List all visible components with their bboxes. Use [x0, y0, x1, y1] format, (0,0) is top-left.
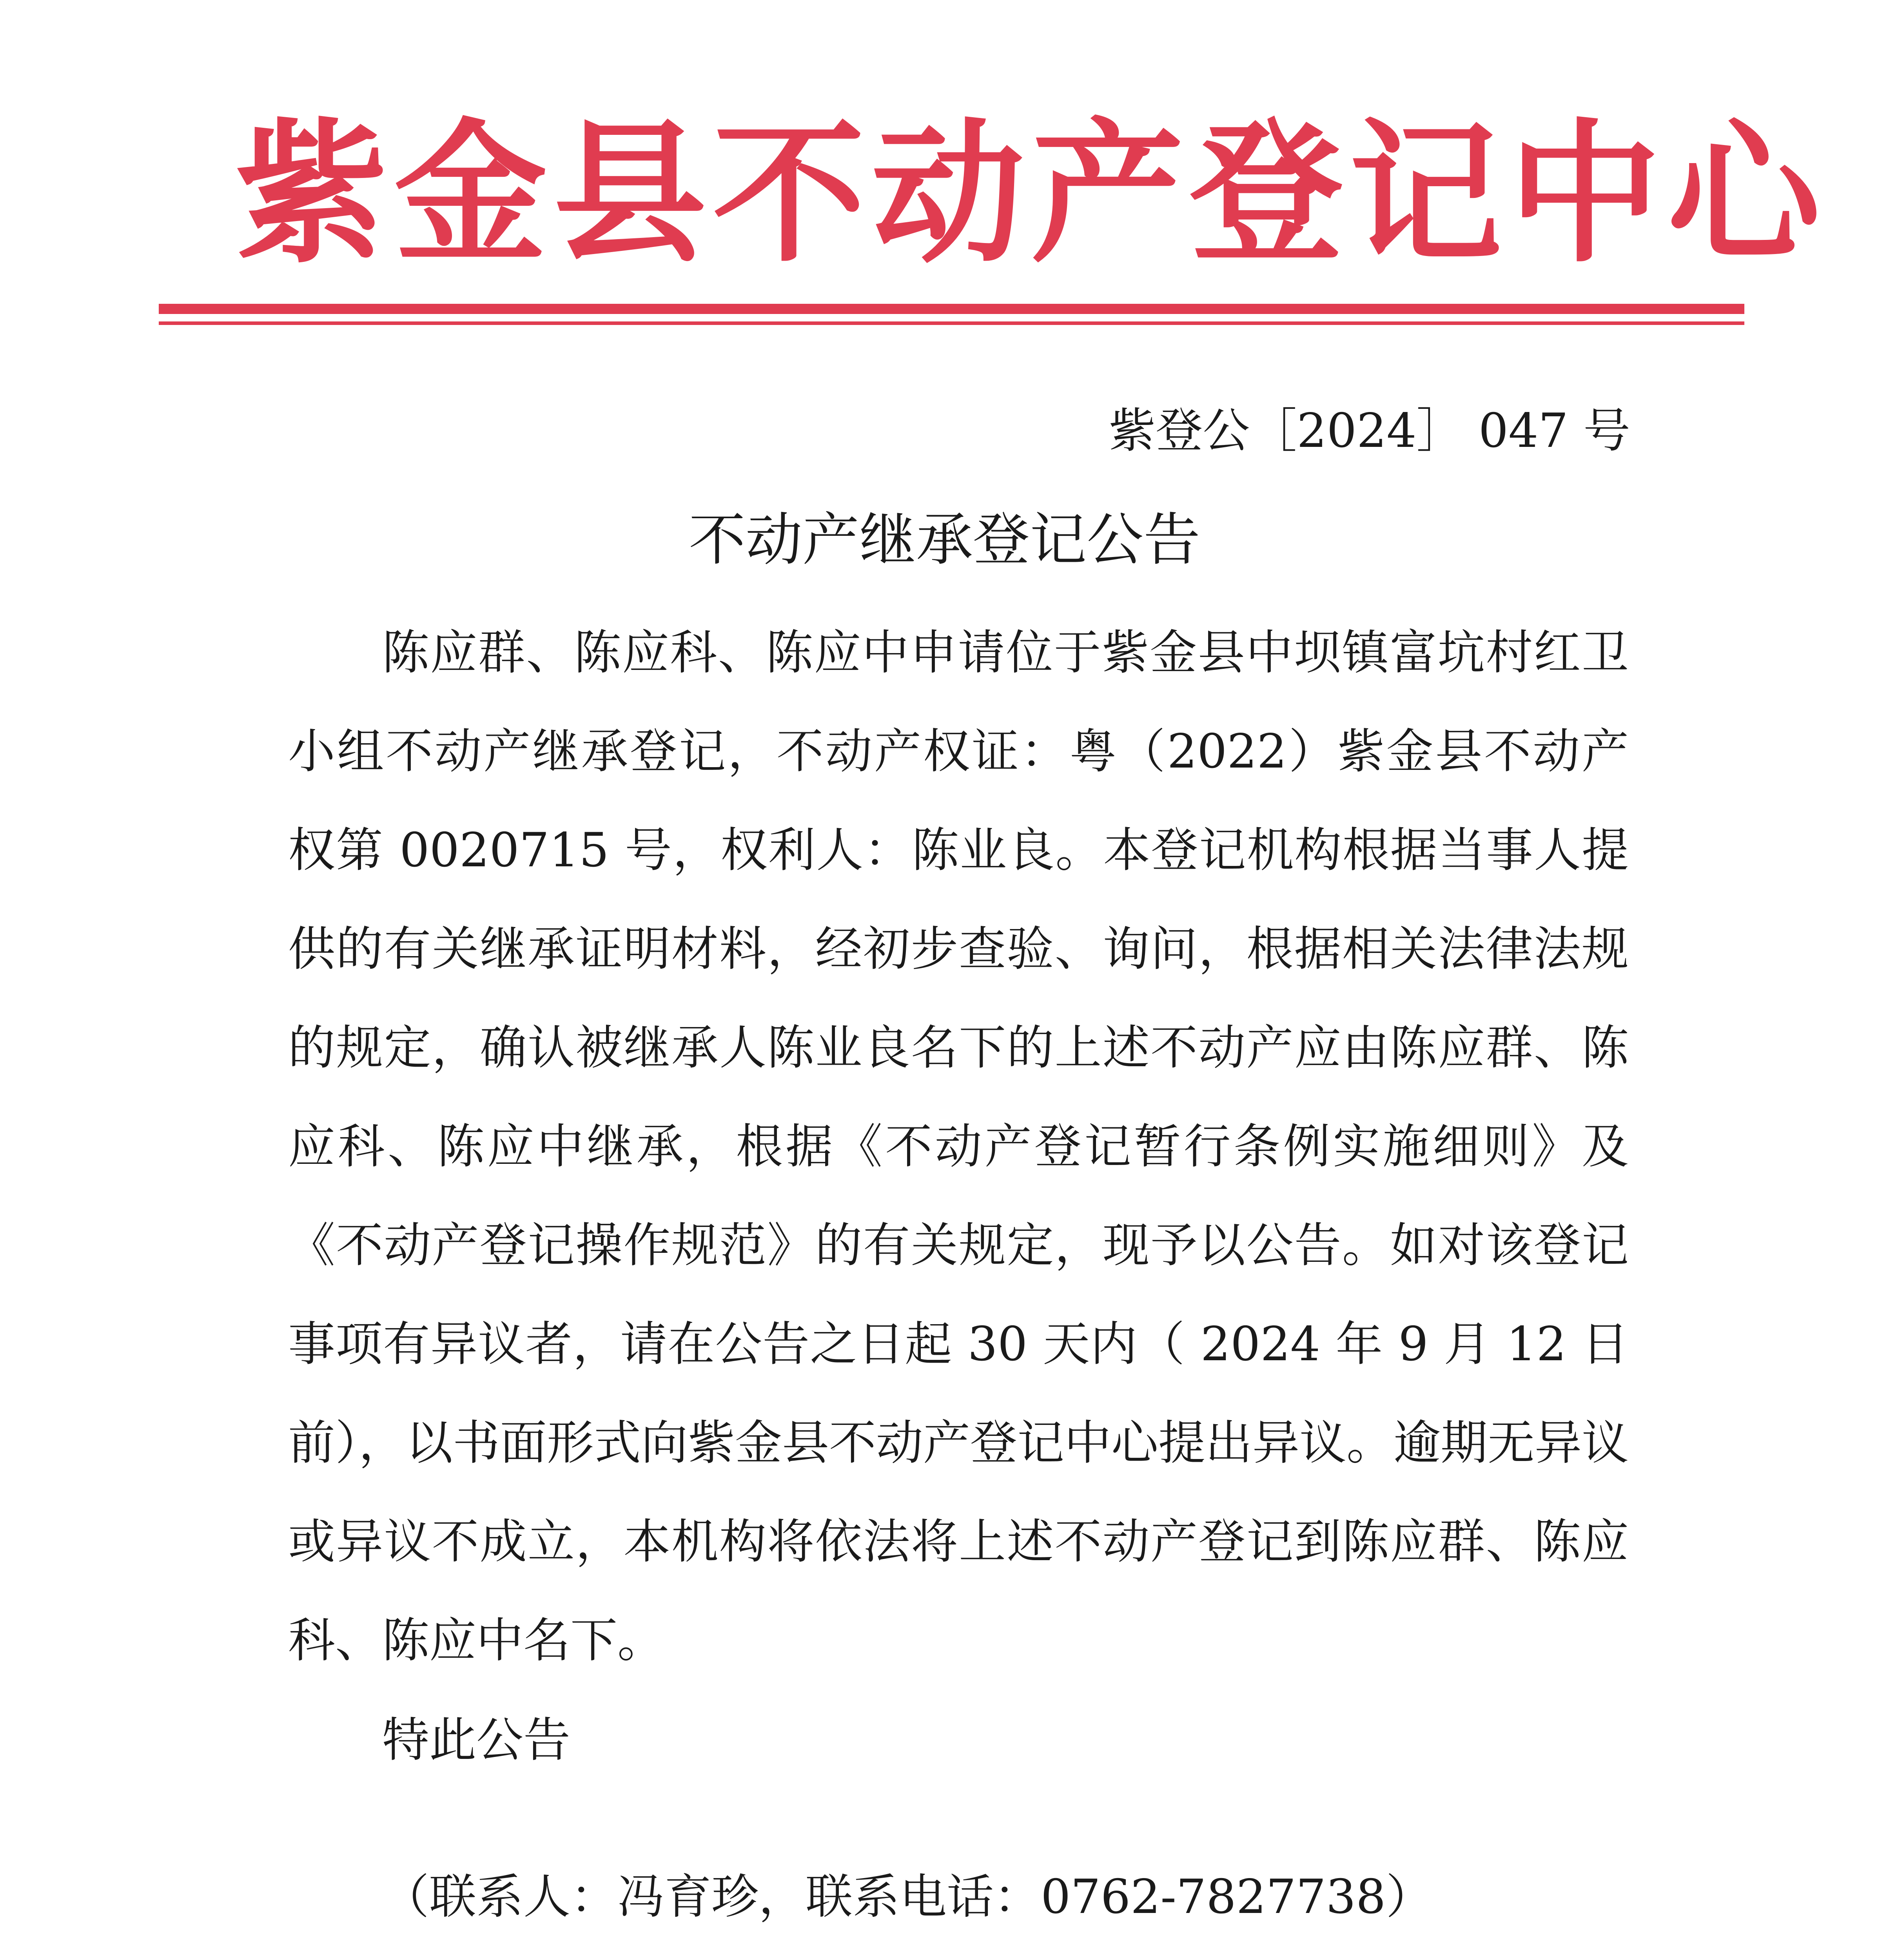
closing-phrase: 特此公告: [382, 1713, 570, 1768]
contact-person: （联系人：冯育珍，联系电话：0762-7827738）: [382, 1870, 1433, 1924]
masthead-rule-thin: [159, 321, 1744, 325]
masthead-rule-thick: [159, 304, 1744, 314]
announcement-body: 陈应群、陈应科、陈应中申请位于紫金县中坝镇富坑村红卫小组不动产继承登记，不动产权证：粤（2022）紫金县不动产权第 0020715 号，权利人：陈业良。本登记机构根据当事人提供的有关继承证明材料，经初步查验、询问，根据相关法律法规的规定，确认被继承人陈业良名下的上述不动产应由陈应群、陈应科、陈应中继承，根据《不动产登记暂行条例实施细则》及《不动产登记操作规范》的有关规定，现予以公告。如对该登记事项有异议者，请在公告之日起 30 天内（ 2024 年 9 月 12 日前），以书面形式向紫金县不动产登记中心提出异议。逾期无异议或异议不成立，本机构将依法将上述不动产登记到陈应群、陈应科、陈应中名下。: [288, 626, 1629, 1668]
masthead-title: 紫金县不动产登记中心: [235, 105, 1827, 283]
document-title: 不动产继承登记公告: [689, 507, 1200, 573]
document-number: 紫登公［2024］ 047 号: [1109, 404, 1630, 458]
